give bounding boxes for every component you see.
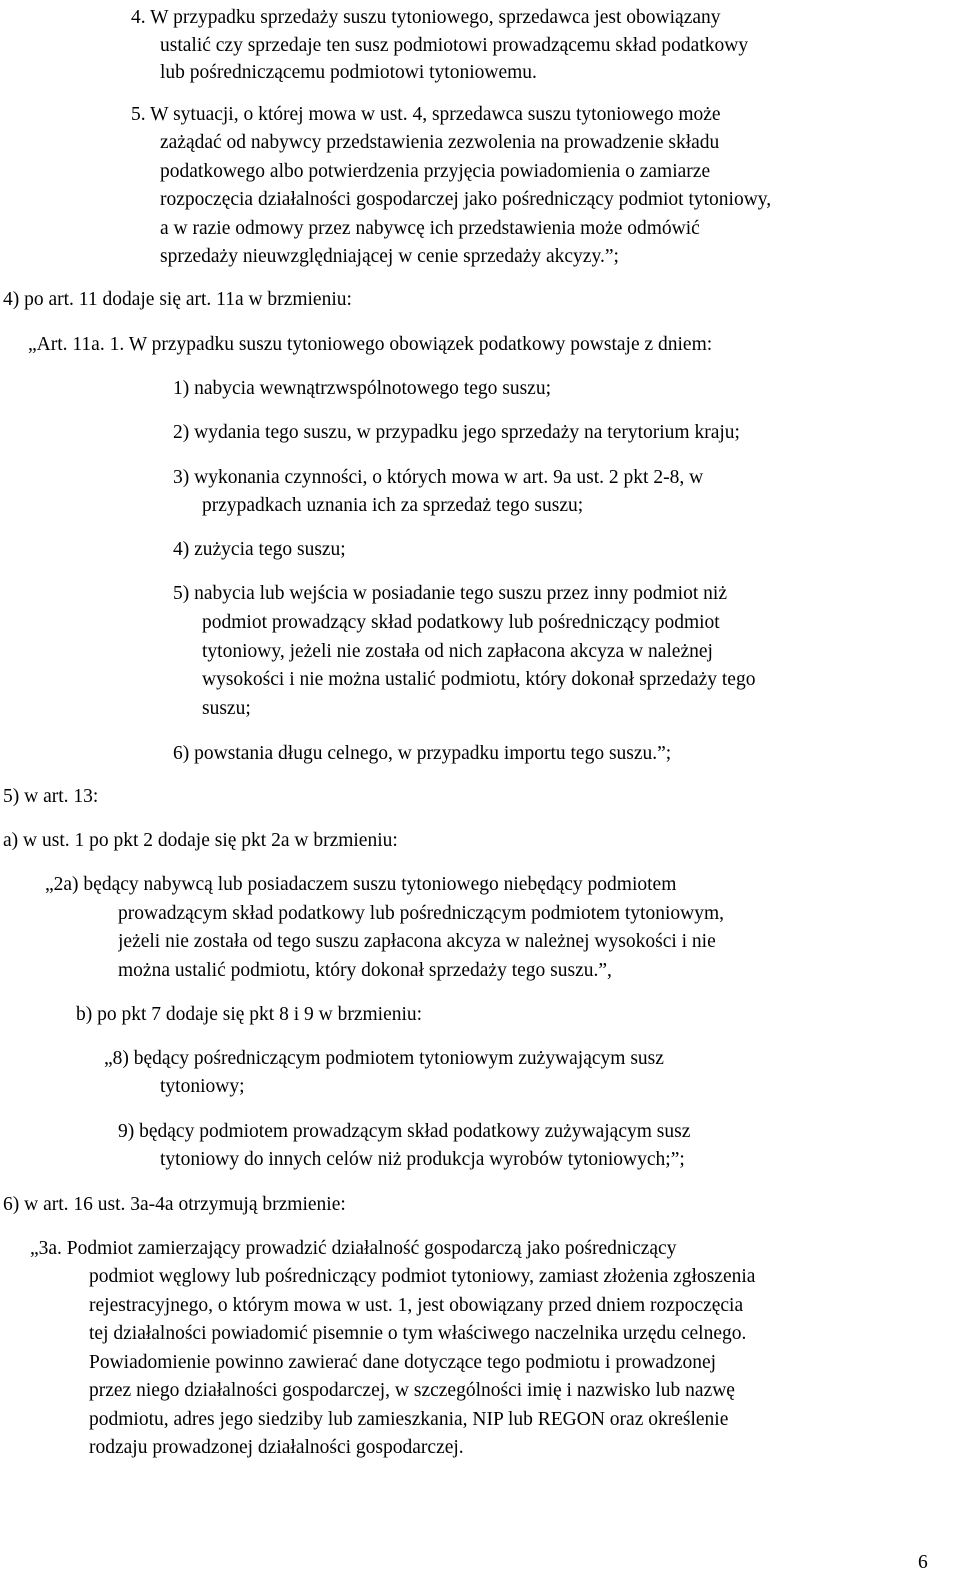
- text-line: 1) nabycia wewnątrzwspólnotowego tego suszu;: [173, 378, 551, 399]
- text-line: podmiot węglowy lub pośredniczący podmiot tytoniowy, zamiast złożenia zgłoszenia: [89, 1266, 756, 1287]
- text-line: 6) w art. 16 ust. 3a-4a otrzymują brzmienie:: [3, 1194, 346, 1215]
- text-line: tytoniowy do innych celów niż produkcja wyrobów tytoniowych;”;: [160, 1149, 685, 1170]
- text-line: b) po pkt 7 dodaje się pkt 8 i 9 w brzmieniu:: [76, 1004, 423, 1025]
- text-line: „2a) będący nabywcą lub posiadaczem suszu tytoniowego niebędący podmiotem: [45, 874, 677, 895]
- text-line: wysokości i nie można ustalić podmiotu, który dokonał sprzedaży tego: [202, 669, 756, 690]
- text-line: prowadzącym skład podatkowy lub pośredniczącym podmiotem tytoniowym,: [118, 903, 724, 924]
- text-line: przez niego działalności gospodarczej, w szczególności imię i nazwisko lub nazwę: [89, 1380, 735, 1401]
- text-line: podatkowego albo potwierdzenia przyjęcia powiadomienia o zamiarze: [160, 161, 711, 182]
- text-line: 2) wydania tego suszu, w przypadku jego sprzedaży na terytorium kraju;: [173, 422, 740, 443]
- text-line: 4. W przypadku sprzedaży suszu tytoniowego, sprzedawca jest obowiązany: [131, 7, 721, 28]
- text-line: sprzedaży nieuwzględniającej w cenie sprzedaży akcyzy.”;: [160, 246, 619, 267]
- text-line: przypadkach uznania ich za sprzedaż tego suszu;: [202, 495, 584, 516]
- text-line: zażądać od nabywcy przedstawienia zezwolenia na prowadzenie składu: [160, 132, 720, 153]
- text-line: tej działalności powiadomić pisemnie o tym właściwego naczelnika urzędu celnego.: [89, 1323, 747, 1344]
- text-line: 4) zużycia tego suszu;: [173, 539, 346, 560]
- text-line: 5. W sytuacji, o której mowa w ust. 4, sprzedawca suszu tytoniowego może: [131, 104, 721, 125]
- text-line: Powiadomienie powinno zawierać dane dotyczące tego podmiotu i prowadzonej: [89, 1352, 717, 1373]
- page-number: 6: [918, 1552, 928, 1573]
- text-line: 6) powstania długu celnego, w przypadku importu tego suszu.”;: [173, 743, 672, 764]
- text-line: „Art. 11a. 1. W przypadku suszu tytoniowego obowiązek podatkowy powstaje z dniem:: [28, 334, 713, 355]
- text-line: 5) w art. 13:: [3, 786, 99, 807]
- text-line: 3) wykonania czynności, o których mowa w art. 9a ust. 2 pkt 2-8, w: [173, 467, 704, 488]
- text-line: można ustalić podmiotu, który dokonał sprzedaży tego suszu.”,: [118, 960, 612, 981]
- text-line: rodzaju prowadzonej działalności gospodarczej.: [89, 1437, 464, 1458]
- text-line: tytoniowy, jeżeli nie została od nich zapłacona akcyza w należnej: [202, 641, 713, 662]
- text-line: suszu;: [202, 698, 251, 719]
- text-line: podmiot prowadzący skład podatkowy lub pośredniczący podmiot: [202, 612, 720, 633]
- text-line: ustalić czy sprzedaje ten susz podmiotowi prowadzącemu skład podatkowy: [160, 35, 749, 56]
- text-line: jeżeli nie została od tego suszu zapłacona akcyza w należnej wysokości i nie: [118, 931, 716, 952]
- text-line: rejestracyjnego, o którym mowa w ust. 1, jest obowiązany przed dniem rozpoczęcia: [89, 1295, 744, 1316]
- text-line: a) w ust. 1 po pkt 2 dodaje się pkt 2a w brzmieniu:: [3, 830, 398, 851]
- text-line: 9) będący podmiotem prowadzącym skład podatkowy zużywającym susz: [118, 1121, 691, 1142]
- text-line: tytoniowy;: [160, 1076, 245, 1097]
- text-line: rozpoczęcia działalności gospodarczej jako pośredniczący podmiot tytoniowy,: [160, 189, 772, 210]
- text-line: podmiotu, adres jego siedziby lub zamieszkania, NIP lub REGON oraz określenie: [89, 1409, 729, 1430]
- text-line: 4) po art. 11 dodaje się art. 11a w brzmieniu:: [3, 289, 352, 310]
- text-line: „8) będący pośredniczącym podmiotem tytoniowym zużywającym susz: [104, 1048, 664, 1069]
- text-line: lub pośredniczącemu podmiotowi tytoniowemu.: [160, 62, 537, 83]
- text-line: a w razie odmowy przez nabywcę ich przedstawienia może odmówić: [160, 218, 700, 239]
- text-line: „3a. Podmiot zamierzający prowadzić działalność gospodarczą jako pośredniczący: [30, 1238, 677, 1259]
- text-line: 5) nabycia lub wejścia w posiadanie tego suszu przez inny podmiot niż: [173, 583, 727, 604]
